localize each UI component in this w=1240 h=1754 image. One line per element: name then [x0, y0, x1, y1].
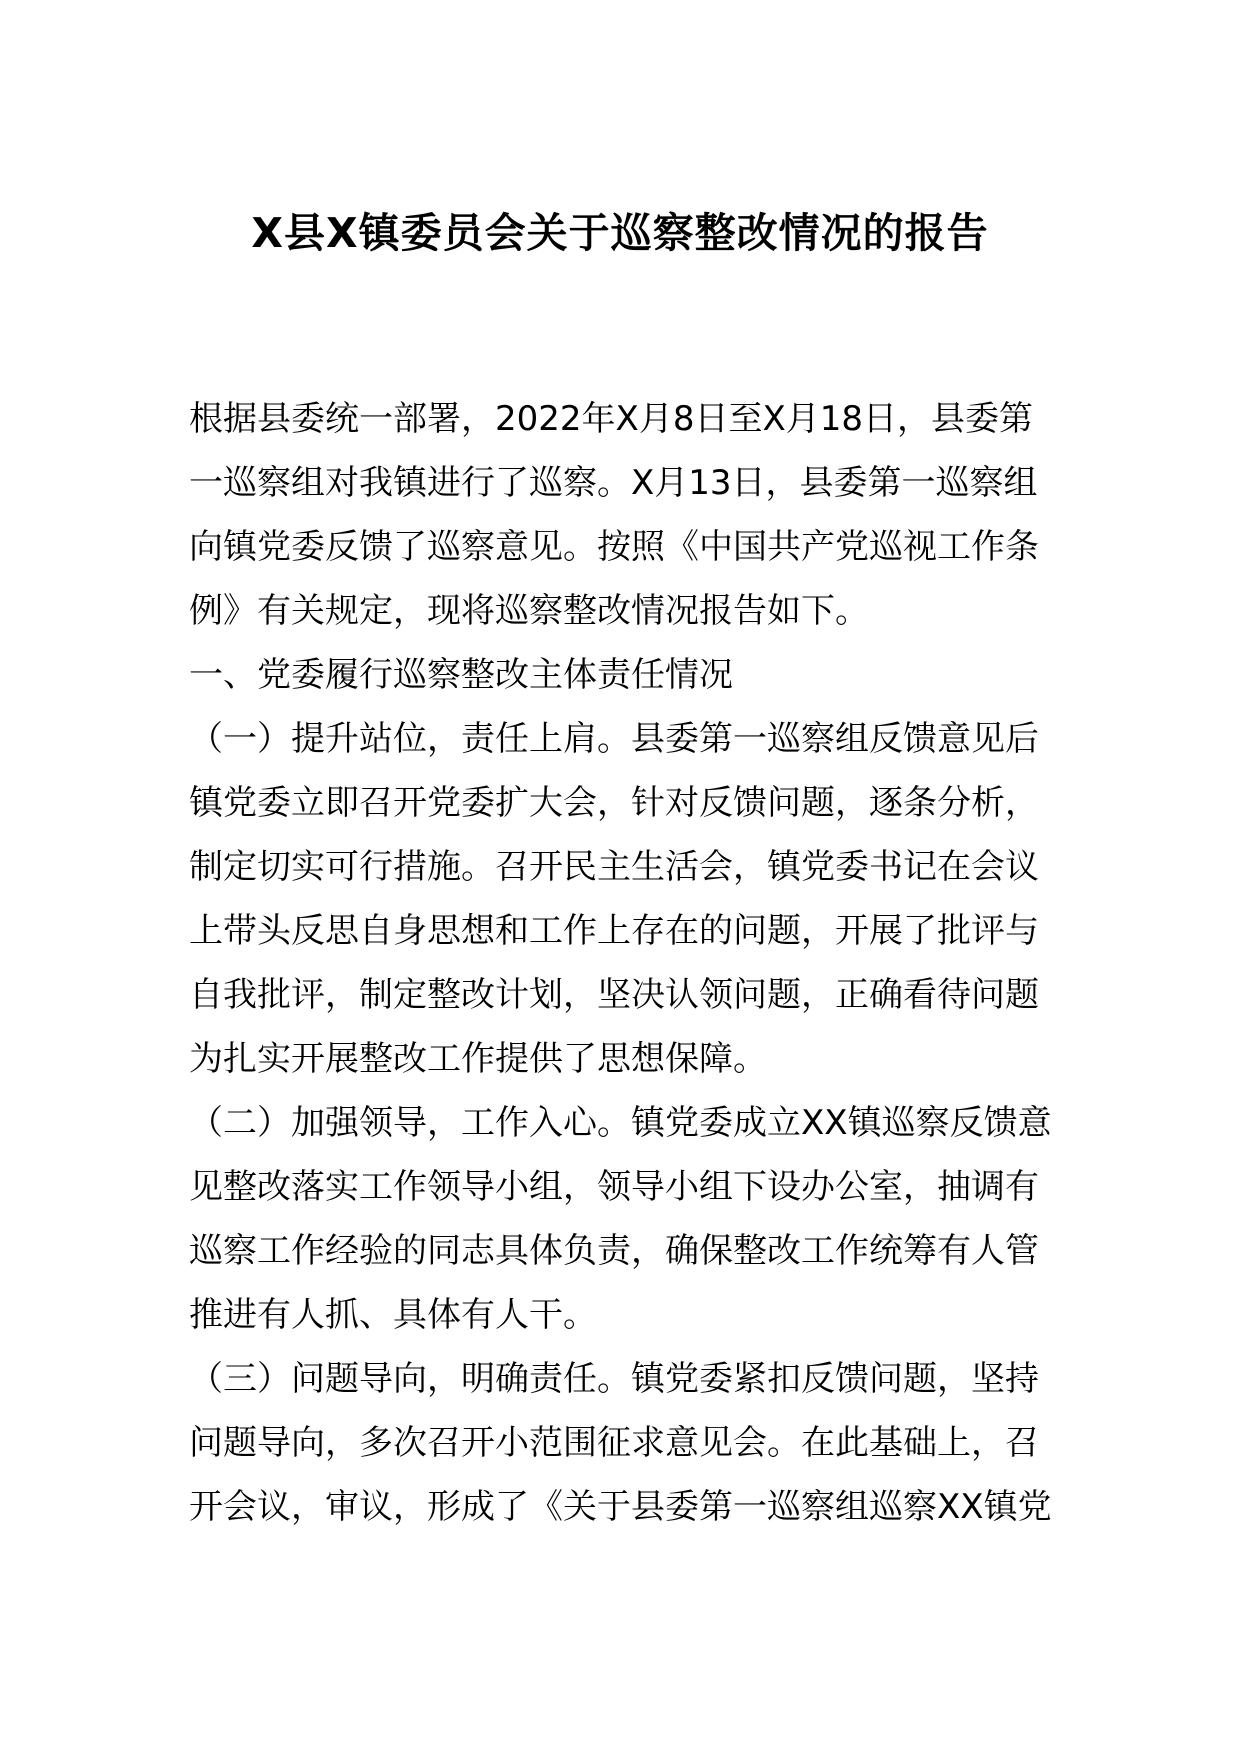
- body-line: 一巡察组对我镇进行了巡察。X月13日，县委第一巡察组: [189, 463, 1038, 503]
- body-line: 见整改落实工作领导小组，领导小组下设办公室，抽调有: [189, 1167, 1039, 1207]
- body-line: 问题导向，多次召开小范围征求意见会。在此基础上，召: [189, 1423, 1039, 1463]
- body-line: 自我批评，制定整改计划，坚决认领问题，正确看待问题: [189, 975, 1039, 1015]
- body-line: 巡察工作经验的同志具体负责，确保整改工作统筹有人管: [189, 1231, 1039, 1271]
- body-line: 推进有人抓、具体有人干。: [189, 1295, 597, 1335]
- body-line: 开会议，审议，形成了《关于县委第一巡察组巡察XX镇党: [189, 1487, 1052, 1527]
- body-line: 制定切实可行措施。召开民主生活会，镇党委书记在会议: [189, 847, 1039, 887]
- body-line: （二）加强领导，工作入心。镇党委成立XX镇巡察反馈意: [189, 1103, 1052, 1143]
- document-body: [189, 387, 1069, 1539]
- body-line: 镇党委立即召开党委扩大会，针对反馈问题，逐条分析，: [189, 783, 1039, 823]
- document-title: X县X镇委员会关于巡察整改情况的报告: [251, 209, 989, 257]
- body-line: （三）问题导向，明确责任。镇党委紧扣反馈问题，坚持: [189, 1359, 1039, 1399]
- section-heading: 一、党委履行巡察整改主体责任情况: [189, 655, 733, 695]
- body-line: 例》有关规定，现将巡察整改情况报告如下。: [189, 591, 869, 631]
- body-line: （一）提升站位，责任上肩。县委第一巡察组反馈意见后: [189, 719, 1039, 759]
- body-line: 上带头反思自身思想和工作上存在的问题，开展了批评与: [189, 911, 1039, 951]
- body-line: 根据县委统一部署，2022年X月8日至X月18日，县委第: [189, 399, 1034, 439]
- body-line: 向镇党委反馈了巡察意见。按照《中国共产党巡视工作条: [189, 527, 1039, 567]
- body-line: 为扎实开展整改工作提供了思想保障。: [189, 1039, 767, 1079]
